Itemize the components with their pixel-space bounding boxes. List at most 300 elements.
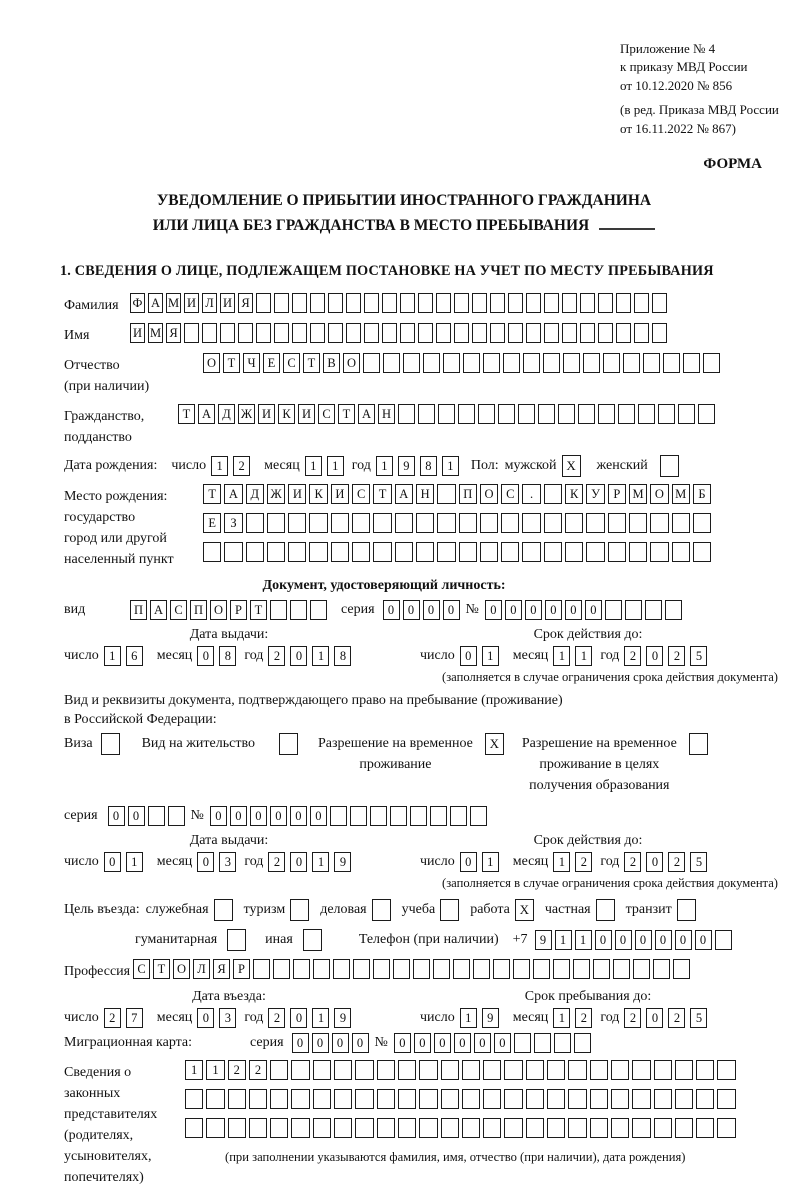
char-box[interactable] <box>398 1060 416 1080</box>
char-box[interactable] <box>678 404 695 424</box>
char-box[interactable] <box>441 1089 459 1109</box>
char-box[interactable] <box>554 1033 571 1053</box>
char-box[interactable] <box>665 600 682 620</box>
char-box[interactable]: 2 <box>624 646 641 666</box>
char-box[interactable] <box>436 293 451 313</box>
char-box[interactable]: И <box>130 323 145 343</box>
char-box[interactable] <box>395 542 413 562</box>
char-box[interactable] <box>459 542 477 562</box>
char-box[interactable]: А <box>358 404 375 424</box>
char-box[interactable] <box>590 1118 608 1138</box>
char-box[interactable]: С <box>318 404 335 424</box>
char-box[interactable]: О <box>173 959 190 979</box>
char-box[interactable]: 1 <box>460 1008 477 1028</box>
char-box[interactable] <box>660 455 679 477</box>
char-box[interactable]: Я <box>238 293 253 313</box>
char-box[interactable]: 2 <box>668 1008 685 1028</box>
char-box[interactable] <box>462 1060 480 1080</box>
char-box[interactable] <box>410 806 427 826</box>
char-box[interactable] <box>480 513 498 533</box>
char-box[interactable] <box>470 806 487 826</box>
char-box[interactable] <box>643 353 660 373</box>
char-box[interactable]: 1 <box>312 646 329 666</box>
char-box[interactable]: 5 <box>690 852 707 872</box>
char-box[interactable] <box>580 323 595 343</box>
char-box[interactable]: 8 <box>219 646 236 666</box>
char-box[interactable] <box>398 1089 416 1109</box>
char-box[interactable] <box>483 1118 501 1138</box>
char-box[interactable] <box>352 542 370 562</box>
char-box[interactable]: 3 <box>219 1008 236 1028</box>
char-box[interactable]: Б <box>693 484 711 504</box>
visa-checkbox[interactable] <box>101 733 120 755</box>
char-box[interactable]: 0 <box>646 852 663 872</box>
char-box[interactable]: 1 <box>185 1060 203 1080</box>
char-box[interactable] <box>462 1118 480 1138</box>
char-box[interactable] <box>416 542 434 562</box>
char-box[interactable] <box>270 1060 288 1080</box>
char-box[interactable]: 2 <box>268 852 285 872</box>
char-box[interactable]: 0 <box>545 600 562 620</box>
char-box[interactable] <box>547 1118 565 1138</box>
char-box[interactable]: 1 <box>482 852 499 872</box>
char-box[interactable]: 5 <box>690 646 707 666</box>
char-box[interactable] <box>498 404 515 424</box>
char-box[interactable]: 6 <box>126 646 143 666</box>
char-box[interactable] <box>483 1060 501 1080</box>
char-box[interactable] <box>274 293 289 313</box>
char-box[interactable] <box>586 542 604 562</box>
char-box[interactable] <box>654 1060 672 1080</box>
char-box[interactable]: 0 <box>695 930 712 950</box>
char-box[interactable] <box>586 513 604 533</box>
char-box[interactable]: 2 <box>268 1008 285 1028</box>
char-box[interactable]: 1 <box>442 456 459 476</box>
char-box[interactable] <box>493 959 510 979</box>
char-box[interactable] <box>675 1118 693 1138</box>
char-box[interactable]: . <box>522 484 540 504</box>
char-box[interactable]: Я <box>213 959 230 979</box>
char-box[interactable] <box>634 323 649 343</box>
char-box[interactable]: Ч <box>243 353 260 373</box>
char-box[interactable] <box>184 323 199 343</box>
char-box[interactable] <box>558 404 575 424</box>
char-box[interactable] <box>382 323 397 343</box>
char-box[interactable]: Р <box>608 484 626 504</box>
char-box[interactable] <box>291 1118 309 1138</box>
char-box[interactable]: Ж <box>238 404 255 424</box>
char-box[interactable] <box>291 1089 309 1109</box>
char-box[interactable] <box>267 542 285 562</box>
char-box[interactable] <box>310 600 327 620</box>
char-box[interactable] <box>423 353 440 373</box>
char-box[interactable] <box>508 293 523 313</box>
char-box[interactable]: 2 <box>575 1008 592 1028</box>
char-box[interactable]: Т <box>223 353 240 373</box>
char-box[interactable]: 0 <box>525 600 542 620</box>
char-box[interactable] <box>395 513 413 533</box>
char-box[interactable]: 2 <box>668 852 685 872</box>
char-box[interactable]: Р <box>230 600 247 620</box>
char-box[interactable]: 0 <box>108 806 125 826</box>
char-box[interactable] <box>634 293 649 313</box>
char-box[interactable]: 0 <box>332 1033 349 1053</box>
char-box[interactable] <box>633 959 650 979</box>
char-box[interactable]: Т <box>303 353 320 373</box>
char-box[interactable] <box>273 959 290 979</box>
char-box[interactable]: 0 <box>230 806 247 826</box>
char-box[interactable] <box>383 353 400 373</box>
char-box[interactable]: 1 <box>482 646 499 666</box>
char-box[interactable] <box>513 959 530 979</box>
char-box[interactable] <box>526 1060 544 1080</box>
char-box[interactable] <box>450 806 467 826</box>
char-box[interactable] <box>518 404 535 424</box>
char-box[interactable]: 5 <box>690 1008 707 1028</box>
char-box[interactable]: А <box>198 404 215 424</box>
char-box[interactable]: 1 <box>553 852 570 872</box>
char-box[interactable]: С <box>283 353 300 373</box>
char-box[interactable] <box>309 542 327 562</box>
char-box[interactable] <box>274 323 289 343</box>
char-box[interactable] <box>590 1089 608 1109</box>
char-box[interactable]: В <box>323 353 340 373</box>
char-box[interactable]: П <box>459 484 477 504</box>
char-box[interactable] <box>547 1060 565 1080</box>
char-box[interactable]: 2 <box>249 1060 267 1080</box>
char-box[interactable] <box>526 1089 544 1109</box>
char-box[interactable]: М <box>672 484 690 504</box>
purpose-tourism-checkbox[interactable] <box>290 899 309 921</box>
char-box[interactable]: И <box>331 484 349 504</box>
char-box[interactable] <box>562 293 577 313</box>
char-box[interactable]: Д <box>218 404 235 424</box>
char-box[interactable]: 0 <box>290 1008 307 1028</box>
char-box[interactable]: 0 <box>352 1033 369 1053</box>
char-box[interactable] <box>689 733 708 755</box>
char-box[interactable] <box>472 293 487 313</box>
char-box[interactable]: О <box>203 353 220 373</box>
char-box[interactable] <box>364 293 379 313</box>
char-box[interactable] <box>400 293 415 313</box>
char-box[interactable]: 2 <box>228 1060 246 1080</box>
sex-female-checkbox[interactable] <box>660 455 679 477</box>
char-box[interactable] <box>503 353 520 373</box>
char-box[interactable] <box>459 513 477 533</box>
char-box[interactable]: Т <box>178 404 195 424</box>
char-box[interactable]: 0 <box>310 806 327 826</box>
char-box[interactable]: 0 <box>460 852 477 872</box>
char-box[interactable]: 1 <box>211 456 228 476</box>
char-box[interactable] <box>185 1118 203 1138</box>
purpose-business-checkbox[interactable] <box>372 899 391 921</box>
char-box[interactable] <box>437 513 455 533</box>
char-box[interactable] <box>377 1060 395 1080</box>
char-box[interactable] <box>346 323 361 343</box>
char-box[interactable] <box>611 1089 629 1109</box>
char-box[interactable]: X <box>562 455 581 477</box>
char-box[interactable] <box>333 959 350 979</box>
char-box[interactable] <box>185 1089 203 1109</box>
char-box[interactable] <box>373 959 390 979</box>
char-box[interactable] <box>400 323 415 343</box>
char-box[interactable] <box>418 293 433 313</box>
char-box[interactable]: Я <box>166 323 181 343</box>
char-box[interactable]: Д <box>246 484 264 504</box>
char-box[interactable] <box>523 353 540 373</box>
char-box[interactable] <box>203 542 221 562</box>
char-box[interactable] <box>565 513 583 533</box>
char-box[interactable] <box>565 542 583 562</box>
char-box[interactable] <box>568 1089 586 1109</box>
char-box[interactable] <box>504 1089 522 1109</box>
char-box[interactable]: 9 <box>482 1008 499 1028</box>
char-box[interactable]: М <box>148 323 163 343</box>
char-box[interactable] <box>514 1033 531 1053</box>
char-box[interactable]: 0 <box>615 930 632 950</box>
char-box[interactable] <box>382 293 397 313</box>
char-box[interactable]: 0 <box>197 1008 214 1028</box>
char-box[interactable]: 2 <box>233 456 250 476</box>
char-box[interactable] <box>228 1118 246 1138</box>
char-box[interactable] <box>473 959 490 979</box>
char-box[interactable] <box>313 959 330 979</box>
char-box[interactable]: 0 <box>434 1033 451 1053</box>
char-box[interactable]: О <box>343 353 360 373</box>
char-box[interactable] <box>352 513 370 533</box>
char-box[interactable] <box>168 806 185 826</box>
char-box[interactable]: А <box>150 600 167 620</box>
char-box[interactable]: 0 <box>635 930 652 950</box>
char-box[interactable] <box>696 1089 714 1109</box>
char-box[interactable]: 0 <box>454 1033 471 1053</box>
char-box[interactable] <box>683 353 700 373</box>
char-box[interactable]: Т <box>250 600 267 620</box>
char-box[interactable]: 2 <box>104 1008 121 1028</box>
char-box[interactable] <box>544 323 559 343</box>
char-box[interactable]: 0 <box>443 600 460 620</box>
char-box[interactable] <box>652 323 667 343</box>
char-box[interactable] <box>419 1089 437 1109</box>
char-box[interactable]: 0 <box>290 806 307 826</box>
char-box[interactable] <box>480 542 498 562</box>
char-box[interactable]: 2 <box>624 852 641 872</box>
char-box[interactable]: 1 <box>312 852 329 872</box>
char-box[interactable] <box>436 323 451 343</box>
char-box[interactable]: 0 <box>414 1033 431 1053</box>
char-box[interactable] <box>580 293 595 313</box>
char-box[interactable] <box>377 1118 395 1138</box>
char-box[interactable] <box>454 323 469 343</box>
char-box[interactable]: X <box>515 899 534 921</box>
char-box[interactable] <box>418 323 433 343</box>
char-box[interactable] <box>483 1089 501 1109</box>
char-box[interactable]: 1 <box>305 456 322 476</box>
char-box[interactable] <box>534 1033 551 1053</box>
char-box[interactable] <box>330 806 347 826</box>
char-box[interactable]: П <box>130 600 147 620</box>
char-box[interactable]: 1 <box>206 1060 224 1080</box>
char-box[interactable] <box>698 404 715 424</box>
char-box[interactable]: 1 <box>575 930 592 950</box>
char-box[interactable]: К <box>565 484 583 504</box>
char-box[interactable] <box>206 1118 224 1138</box>
char-box[interactable] <box>562 323 577 343</box>
char-box[interactable] <box>598 404 615 424</box>
char-box[interactable] <box>292 293 307 313</box>
char-box[interactable]: 2 <box>268 646 285 666</box>
char-box[interactable] <box>568 1118 586 1138</box>
char-box[interactable]: 2 <box>575 852 592 872</box>
char-box[interactable] <box>490 293 505 313</box>
char-box[interactable] <box>618 404 635 424</box>
char-box[interactable]: Е <box>203 513 221 533</box>
char-box[interactable] <box>593 959 610 979</box>
char-box[interactable]: З <box>224 513 242 533</box>
char-box[interactable] <box>658 404 675 424</box>
char-box[interactable] <box>309 513 327 533</box>
char-box[interactable]: С <box>133 959 150 979</box>
char-box[interactable] <box>270 1118 288 1138</box>
char-box[interactable] <box>533 959 550 979</box>
char-box[interactable] <box>334 1118 352 1138</box>
char-box[interactable] <box>372 899 391 921</box>
char-box[interactable] <box>313 1118 331 1138</box>
char-box[interactable] <box>310 293 325 313</box>
char-box[interactable]: А <box>395 484 413 504</box>
char-box[interactable] <box>553 959 570 979</box>
char-box[interactable]: 9 <box>334 852 351 872</box>
char-box[interactable]: П <box>190 600 207 620</box>
char-box[interactable] <box>214 899 233 921</box>
char-box[interactable]: 0 <box>655 930 672 950</box>
char-box[interactable] <box>346 293 361 313</box>
char-box[interactable] <box>293 959 310 979</box>
char-box[interactable]: Ф <box>130 293 145 313</box>
char-box[interactable] <box>616 293 631 313</box>
char-box[interactable] <box>313 1089 331 1109</box>
char-box[interactable] <box>331 513 349 533</box>
char-box[interactable] <box>608 542 626 562</box>
char-box[interactable] <box>288 542 306 562</box>
char-box[interactable] <box>350 806 367 826</box>
char-box[interactable] <box>353 959 370 979</box>
char-box[interactable]: 0 <box>403 600 420 620</box>
char-box[interactable] <box>441 1060 459 1080</box>
char-box[interactable] <box>419 1118 437 1138</box>
char-box[interactable]: 1 <box>312 1008 329 1028</box>
char-box[interactable]: 0 <box>210 806 227 826</box>
char-box[interactable] <box>522 542 540 562</box>
char-box[interactable] <box>703 353 720 373</box>
char-box[interactable]: У <box>586 484 604 504</box>
char-box[interactable] <box>246 542 264 562</box>
char-box[interactable]: И <box>288 484 306 504</box>
char-box[interactable] <box>279 733 298 755</box>
char-box[interactable] <box>253 959 270 979</box>
char-box[interactable] <box>398 1118 416 1138</box>
char-box[interactable] <box>458 404 475 424</box>
char-box[interactable] <box>463 353 480 373</box>
char-box[interactable] <box>292 323 307 343</box>
char-box[interactable]: 2 <box>668 646 685 666</box>
char-box[interactable]: 0 <box>646 1008 663 1028</box>
char-box[interactable] <box>629 513 647 533</box>
char-box[interactable] <box>650 513 668 533</box>
char-box[interactable]: 1 <box>575 646 592 666</box>
char-box[interactable]: 1 <box>555 930 572 950</box>
char-box[interactable] <box>290 899 309 921</box>
char-box[interactable]: 0 <box>394 1033 411 1053</box>
char-box[interactable]: Т <box>373 484 391 504</box>
char-box[interactable] <box>563 353 580 373</box>
char-box[interactable]: 8 <box>334 646 351 666</box>
char-box[interactable]: Ж <box>267 484 285 504</box>
char-box[interactable] <box>715 930 732 950</box>
char-box[interactable]: 0 <box>292 1033 309 1053</box>
char-box[interactable] <box>663 353 680 373</box>
char-box[interactable] <box>526 1118 544 1138</box>
char-box[interactable] <box>267 513 285 533</box>
char-box[interactable] <box>220 323 235 343</box>
char-box[interactable] <box>547 1089 565 1109</box>
purpose-other-checkbox[interactable] <box>303 929 322 951</box>
char-box[interactable] <box>454 293 469 313</box>
char-box[interactable]: И <box>184 293 199 313</box>
char-box[interactable] <box>472 323 487 343</box>
char-box[interactable] <box>693 513 711 533</box>
char-box[interactable]: 0 <box>197 852 214 872</box>
char-box[interactable] <box>672 542 690 562</box>
char-box[interactable] <box>355 1089 373 1109</box>
purpose-private-checkbox[interactable] <box>596 899 615 921</box>
char-box[interactable] <box>717 1118 735 1138</box>
char-box[interactable] <box>543 353 560 373</box>
char-box[interactable] <box>390 806 407 826</box>
char-box[interactable]: 0 <box>505 600 522 620</box>
char-box[interactable]: 1 <box>376 456 393 476</box>
residence-permit-checkbox[interactable] <box>279 733 298 755</box>
char-box[interactable]: 0 <box>474 1033 491 1053</box>
char-box[interactable] <box>430 806 447 826</box>
char-box[interactable]: 0 <box>250 806 267 826</box>
char-box[interactable] <box>573 959 590 979</box>
char-box[interactable]: К <box>278 404 295 424</box>
char-box[interactable] <box>544 542 562 562</box>
char-box[interactable] <box>249 1089 267 1109</box>
char-box[interactable]: 0 <box>585 600 602 620</box>
char-box[interactable]: 0 <box>646 646 663 666</box>
char-box[interactable] <box>654 1118 672 1138</box>
char-box[interactable]: 0 <box>197 646 214 666</box>
purpose-study-checkbox[interactable] <box>440 899 459 921</box>
char-box[interactable] <box>490 323 505 343</box>
char-box[interactable] <box>328 323 343 343</box>
char-box[interactable] <box>331 542 349 562</box>
char-box[interactable] <box>290 600 307 620</box>
char-box[interactable] <box>433 959 450 979</box>
char-box[interactable]: 1 <box>327 456 344 476</box>
char-box[interactable] <box>675 1060 693 1080</box>
char-box[interactable]: 1 <box>553 1008 570 1028</box>
char-box[interactable] <box>672 513 690 533</box>
char-box[interactable] <box>611 1060 629 1080</box>
char-box[interactable] <box>437 542 455 562</box>
char-box[interactable]: Л <box>202 293 217 313</box>
char-box[interactable] <box>508 323 523 343</box>
char-box[interactable] <box>227 929 246 951</box>
char-box[interactable] <box>696 1118 714 1138</box>
